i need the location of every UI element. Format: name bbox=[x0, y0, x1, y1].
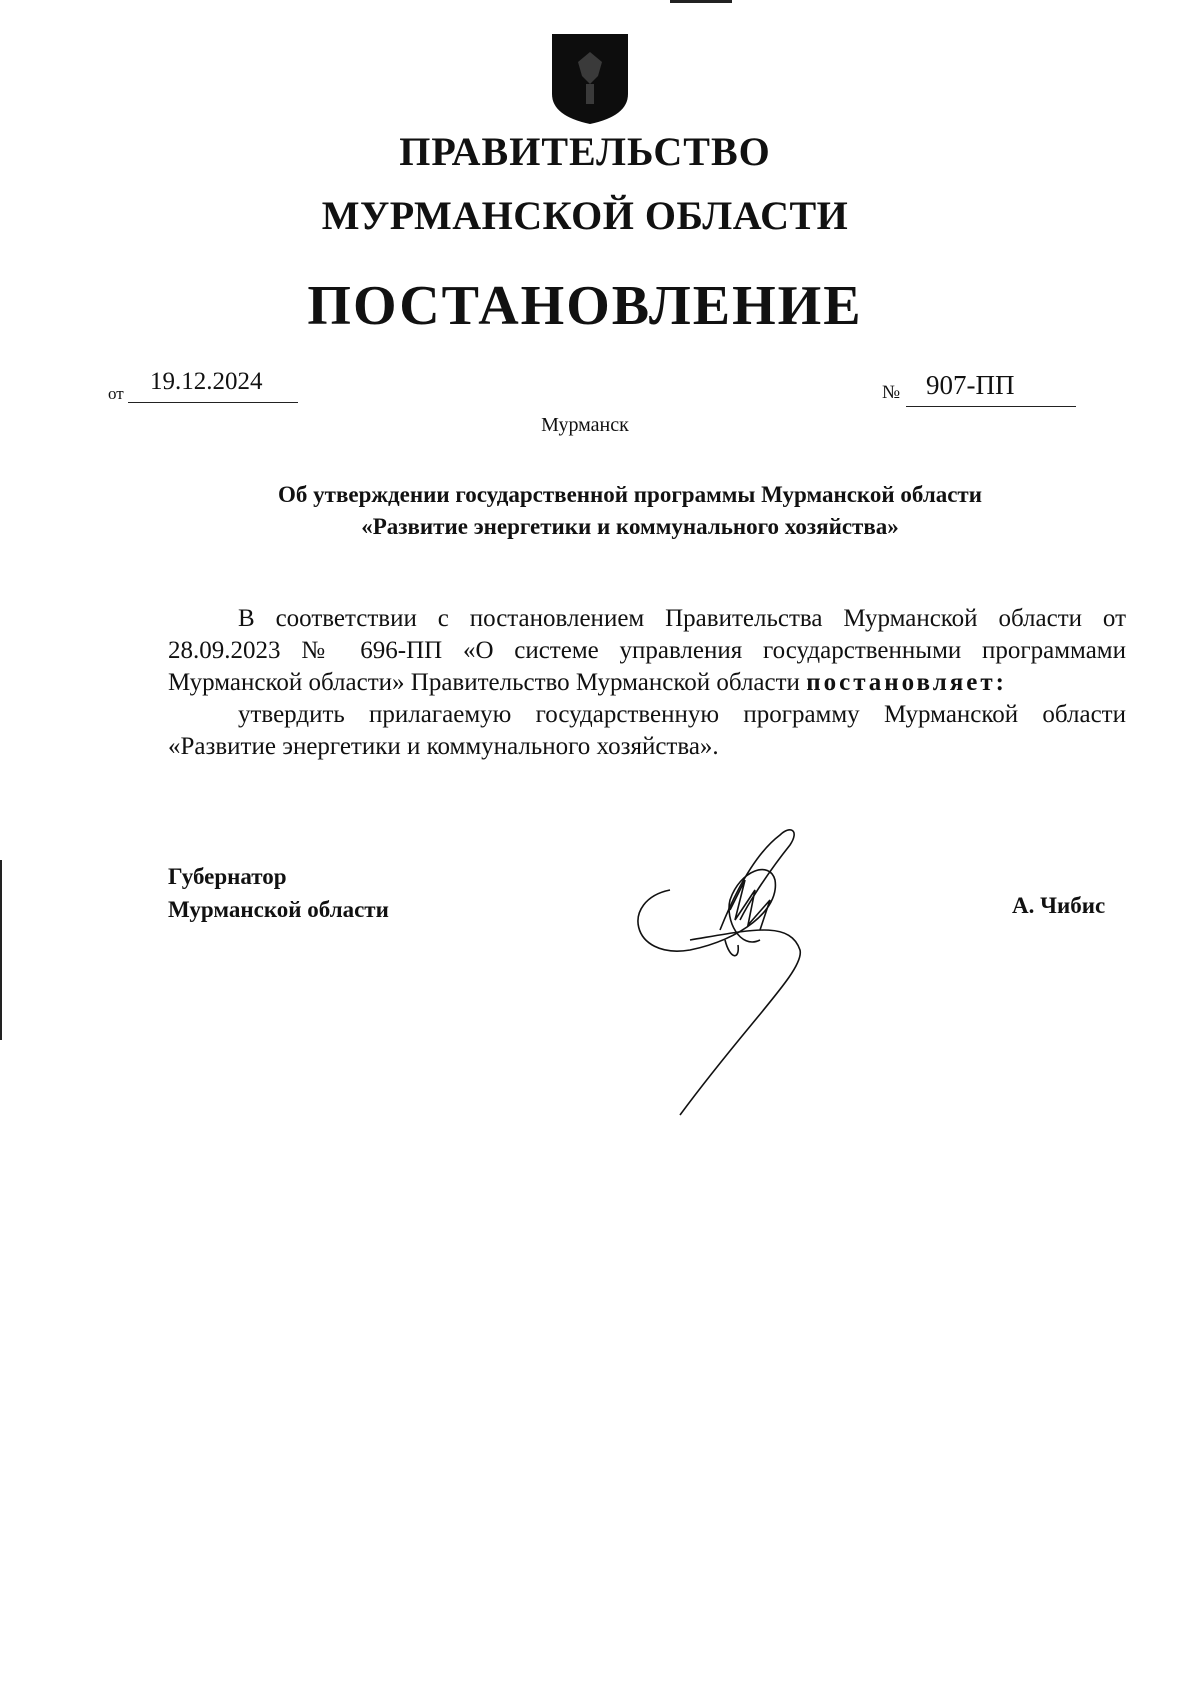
document-subject bbox=[160, 479, 1100, 543]
number-underline bbox=[906, 406, 1076, 407]
position-line1: Губернатор bbox=[168, 864, 287, 889]
city: Мурманск bbox=[541, 414, 629, 436]
coat-of-arms-icon bbox=[548, 32, 632, 126]
body-paragraph-1 bbox=[168, 603, 1126, 699]
body-paragraph-2: утвердить прилагаемую государственную программу Мурманской области «Развитие энергетики и коммунального хозяйства». bbox=[168, 701, 1126, 760]
handwritten-signature-icon bbox=[630, 820, 890, 1120]
org-title-line2: МУРМАНСКОЙ ОБЛАСТИ bbox=[321, 193, 849, 238]
subject-line1: Об утверждении государственной программы Мурманской области bbox=[278, 482, 982, 507]
number-label: № bbox=[882, 382, 901, 403]
document-number: 907-ПП bbox=[926, 370, 1015, 400]
date-label: от bbox=[108, 384, 124, 403]
decree-verb: постановляет: bbox=[806, 669, 1007, 696]
position-line2: Мурманской области bbox=[168, 897, 389, 922]
date-underline bbox=[128, 402, 298, 403]
body-paragraph-1-text: В соответствии с постановлением Правительства Мурманской области от 28.09.2023 № 696-ПП «О системе управления государственными программами Мурманской области» Правительство Мурманской области bbox=[168, 605, 1126, 696]
subject-line2: «Развитие энергетики и коммунального хозяйства» bbox=[361, 514, 899, 539]
signatory-name: А. Чибис bbox=[1012, 893, 1106, 918]
document-body bbox=[168, 603, 1126, 763]
document-type: ПОСТАНОВЛЕНИЕ bbox=[307, 275, 863, 337]
signatory-position bbox=[168, 860, 389, 926]
document-date: 19.12.2024 bbox=[150, 368, 263, 395]
scan-edge-mark bbox=[670, 0, 732, 3]
org-title-line1: ПРАВИТЕЛЬСТВО bbox=[399, 129, 771, 174]
scan-edge-mark bbox=[0, 860, 2, 1040]
